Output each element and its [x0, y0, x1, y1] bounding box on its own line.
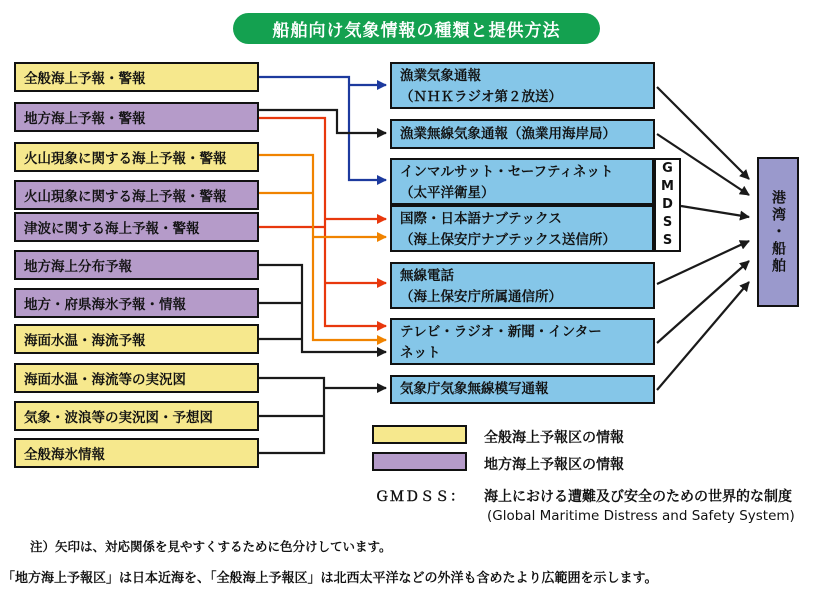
source-box-label: 海面水温・海流予報: [24, 333, 146, 349]
channel-line: 国際・日本語ナブテックス: [400, 211, 562, 227]
source-box-tsunami-marine-forecast: [14, 212, 259, 242]
arrows-blue: [259, 77, 386, 180]
source-box-sea-ice-forecast-info: [14, 288, 259, 318]
source-box-volcanic-marine-forecast-local: [14, 180, 259, 210]
legend-gmdss-term: ＧＭＤＳＳ：: [375, 489, 465, 505]
channel-box-navtex: [390, 205, 654, 252]
channel-line: （海上保安庁ナブテックス送信所）: [400, 232, 616, 248]
source-box-general-marine-forecast: [14, 62, 259, 92]
arrow-facsimile-to-target: [657, 282, 749, 390]
channel-box-fishery-radio-weather-report: [390, 119, 655, 149]
black-branch-charts: [259, 378, 324, 453]
channel-box-radio-telephone: [390, 262, 655, 309]
gmdss-letter: D: [662, 197, 673, 212]
source-box-local-marine-forecast: [14, 102, 259, 132]
channel-line: （ＮＨＫラジオ第２放送）: [400, 89, 562, 105]
arrow-blue-to-inmarsat: [259, 77, 386, 180]
source-box-label: 気象・波浪等の実況図・予想図: [24, 410, 213, 426]
arrow-orange-to-tv: [259, 155, 386, 340]
legend-label-general: 全般海上予報区の情報: [484, 430, 624, 446]
legend-gmdss-definition-en: (Global Maritime Distress and Safety System): [487, 508, 795, 524]
channel-line: 漁業無線気象通報（漁業用海岸局）: [400, 125, 616, 142]
source-box-label: 地方・府県海氷予報・情報: [24, 297, 186, 313]
channel-line: テレビ・ラジオ・新聞・インター: [400, 324, 602, 340]
arrow-black-to-tv: [259, 265, 386, 352]
channel-line: （太平洋衛星）: [400, 185, 495, 201]
channel-line: 漁業気象通報: [400, 68, 481, 84]
channel-line: 無線電話: [400, 268, 454, 284]
source-box-label: 津波に関する海上予報・警報: [24, 221, 200, 237]
gmdss-letter: M: [661, 179, 674, 194]
footnote-arrow-colors: 注）矢印は、対応関係を見やすくするために色分けしています。: [30, 539, 392, 554]
channel-box-inmarsat-safetynet: [390, 158, 654, 205]
source-box-label: 火山現象に関する海上予報・警報: [24, 189, 227, 205]
legend-swatch-general: [372, 425, 467, 444]
arrows-black-top: [259, 110, 386, 133]
source-box-label: 海面水温・海流等の実況図: [24, 372, 186, 388]
arrows-red: [259, 118, 386, 326]
gmdss-letter: S: [662, 233, 673, 248]
footnote-forecast-regions: 「地方海上予報区」は日本近海を、「全般海上予報区」は北西太平洋などの外洋も含めたより広範囲を示します。: [2, 571, 658, 586]
target-box-ports-and-ships: 港湾・船舶: [757, 157, 799, 307]
arrows-black-mid: [259, 265, 386, 352]
arrows-black-bottom: [259, 378, 386, 453]
legend-gmdss-definition-ja: 海上における遭難及び安全のための世界的な制度: [484, 489, 792, 505]
source-box-sst-current-forecast: [14, 324, 259, 354]
gmdss-letter: S: [662, 215, 673, 230]
source-box-sst-current-analysis-chart: [14, 363, 259, 393]
channel-line: 気象庁気象無線模写通報: [400, 381, 549, 397]
channel-line: インマルサット・セーフティネット: [400, 164, 614, 180]
page-title: 船舶向け気象情報の種類と提供方法: [233, 13, 600, 44]
arrow-black-to-fishery-radio: [259, 110, 386, 133]
channel-line: ネット: [400, 345, 441, 361]
source-box-label: 全般海上予報・警報: [24, 71, 146, 87]
source-box-label: 地方海上予報・警報: [24, 111, 146, 127]
source-box-weather-wave-charts: [14, 401, 259, 431]
legend-label-local: 地方海上予報区の情報: [484, 457, 624, 473]
source-box-general-sea-ice-info: [14, 438, 259, 468]
legend-swatch-local: [372, 452, 467, 471]
channel-box-fishery-weather-report: [390, 62, 655, 109]
channel-line: （海上保安庁所属通信所）: [400, 289, 562, 305]
gmdss-box: [654, 158, 681, 252]
channel-box-jma-radio-facsimile: [390, 375, 655, 404]
source-box-volcanic-marine-forecast-general: [14, 142, 259, 172]
gmdss-letter: G: [662, 161, 673, 176]
source-box-label: 全般海氷情報: [24, 447, 105, 463]
source-box-label: 地方海上分布予報: [24, 259, 132, 275]
arrow-tv-to-target: [657, 261, 749, 343]
source-box-local-marine-distribution-forecast: [14, 250, 259, 280]
channel-box-tv-radio-newspaper-internet: [390, 318, 655, 365]
arrows-orange: [259, 155, 386, 340]
source-box-label: 火山現象に関する海上予報・警報: [24, 151, 227, 167]
arrow-gmdss-to-target: [681, 206, 749, 217]
arrow-red-to-tv: [259, 118, 386, 326]
